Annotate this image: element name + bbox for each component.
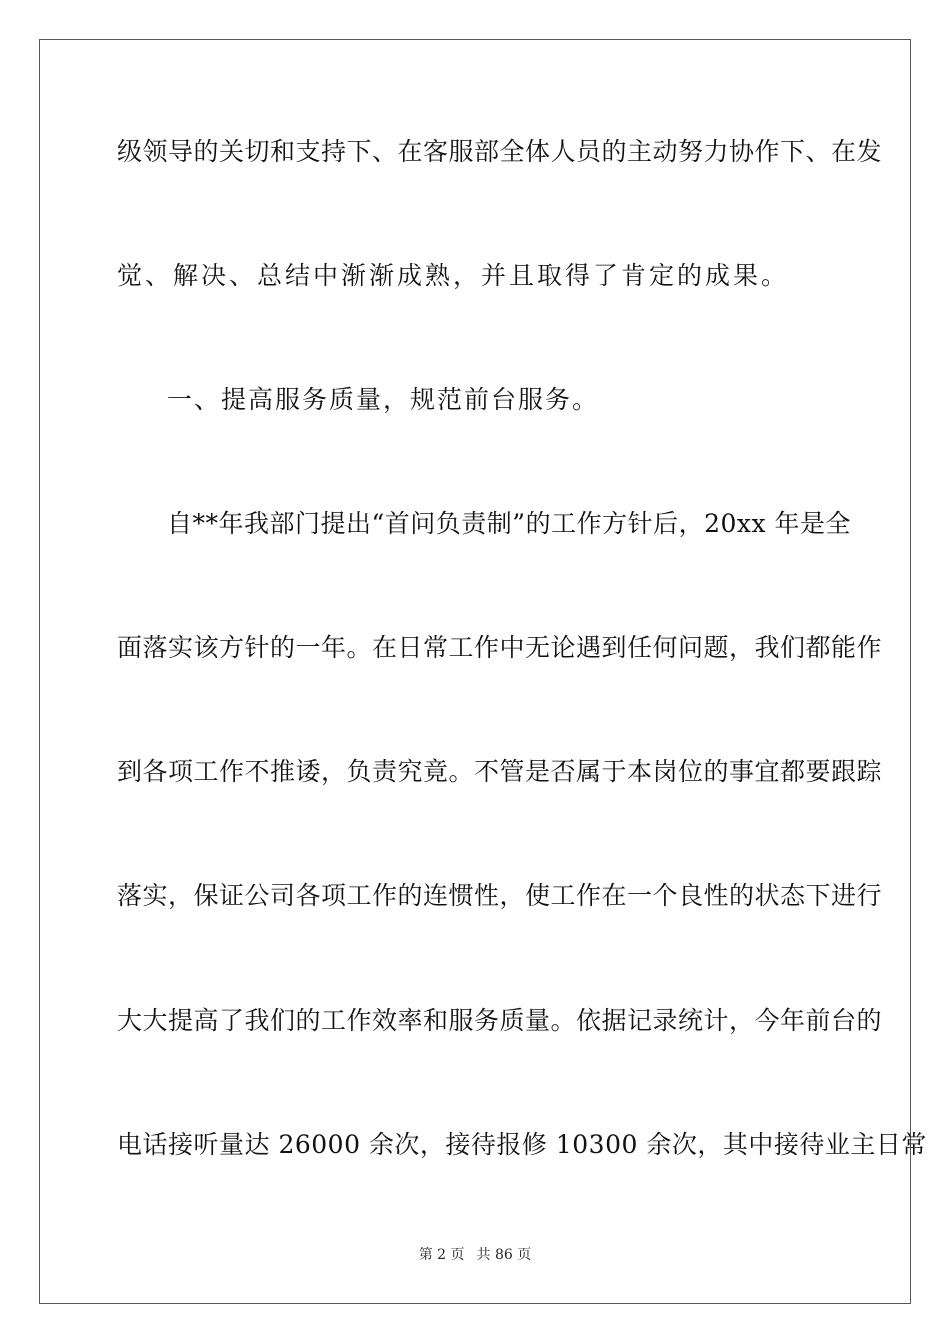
page-number: 第 2 页: [418, 1247, 465, 1263]
page-frame: [39, 39, 927, 1304]
paragraph-line-7: 大大提高了我们的工作效率和服务质量。依据记录统计，今年前台的: [117, 1006, 883, 1035]
paragraph-line-3: 自**年我部门提出“首问负责制”的工作方针后，20xx 年是全: [167, 509, 852, 538]
paragraph-line-8: 电话接听量达 26000 余次，接待报修 10300 余次，其中接待业主日常: [117, 1130, 927, 1159]
page-total: 共 86 页: [476, 1247, 532, 1263]
page-footer: [0, 1246, 950, 1264]
paragraph-line-4: 面落实该方针的一年。在日常工作中无论遇到任何问题，我们都能作: [117, 633, 883, 662]
paragraph-line-1: 级领导的关切和支持下、在客服部全体人员的主动努力协作下、在发: [117, 137, 883, 166]
section-heading: 一、提高服务质量，规范前台服务。: [167, 385, 600, 414]
paragraph-line-2: 觉、解决、总结中渐渐成熟，并且取得了肯定的成果。: [117, 261, 790, 290]
paragraph-line-5: 到各项工作不推诿，负责究竟。不管是否属于本岗位的事宜都要跟踪: [117, 757, 883, 786]
paragraph-line-6: 落实，保证公司各项工作的连惯性，使工作在一个良性的状态下进行: [117, 881, 883, 910]
